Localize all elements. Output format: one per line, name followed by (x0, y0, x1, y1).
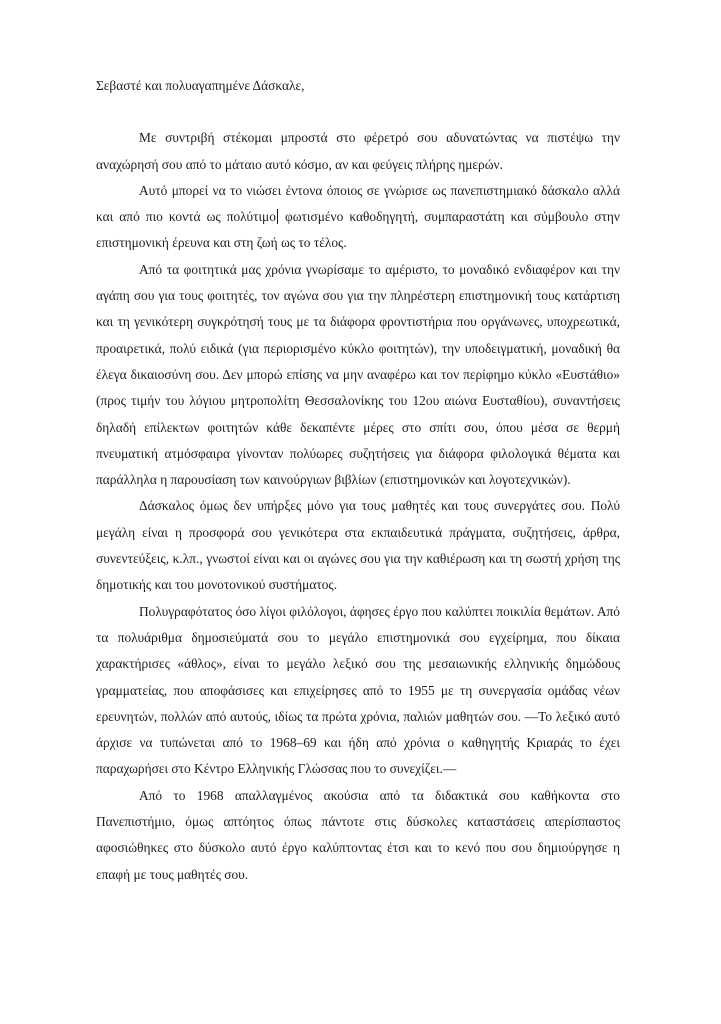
paragraph-2-text-end: φωτισμένο καθοδηγητή, συμπαραστάτη και σύμβουλο στην επιστημονική έρευνα και στη ζωή ως το τέλος. (96, 209, 620, 251)
paragraph-2 (96, 178, 620, 257)
letter-body (96, 73, 620, 888)
text-cursor-icon (277, 209, 278, 224)
salutation: Σεβαστέ και πολυαγαπημένε Δάσκαλε, (96, 78, 305, 93)
paragraph-1: Με συντριβή στέκομαι μπροστά στο φέρετρό σου αδυνατώντας να πιστέψω την αναχώρησή σου από το μάταιο αυτό κόσμο, αν και φεύγεις πλήρης ημερών. (96, 130, 620, 172)
paragraph-4: Δάσκαλος όμως δεν υπήρξες μόνο για τους μαθητές και τους συνεργάτες σου. Πολύ μεγάλη είναι η προσφορά σου γενικότερα στα εκπαιδευτικά πράγματα, συζητήσεις, άρθρα, συνεντεύξεις, κ.λπ., γνωστοί είναι και οι αγώνες σου για την καθιέρωση και τη σωστή χρήση της δημοτικής και του μονοτονικού συστήματος. (96, 498, 620, 593)
paragraph-6: Από το 1968 απαλλαγμένος ακούσια από τα διδακτικά σου καθήκοντα στο Πανεπιστήμιο, όμως απτόητος όπως πάντοτε στις δύσκολες καταστάσεις απερίσπαστος αφοσιώθηκες στο δύσκολο αυτό έργο καλύπτοντας έτσι και το κενό που σου δημιούργησε η επαφή με τους μαθητές σου. (96, 787, 620, 882)
paragraph-3: Από τα φοιτητικά μας χρόνια γνωρίσαμε το αμέριστο, το μοναδικό ενδιαφέρον και την αγάπη σου για τους φοιτητές, τον αγώνα σου για την πληρέστερη επιστημονική τους κατάρτιση και τη γενικότερη συγκρότησή τους με τα διάφορα φροντιστήρια που οργάνωνες, υποχρεωτικά, προαιρετικά, πολύ ειδικά (για περιορισμένο κύκλο φοιτητών), την υποδειγματική, μοναδική θα έλεγα δικαιοσύνη σου. Δεν μπορώ επίσης να μην αναφέρω και τον περίφημο κύκλο «Ευστάθιο» (προς τιμήν του λόγιου μητροπολίτη Θεσσαλονίκης του 12ου αιώνα Ευσταθίου), συναντήσεις δηλαδή επίλεκτων φοιτητών κάθε δεκαπέντε μέρες στο σπίτι σου, όπου μέσα σε θερμή πνευματική ατμόσφαιρα γίνονταν πολύωρες συζητήσεις για διάφορα φιλολογικά θέματα και παράλληλα η παρουσίαση των καινούργιων βιβλίων (επιστημονικών και λογοτεχνικών). (96, 261, 620, 488)
paragraph-2-text-start: Αυτό μπορεί να το νιώσει έντονα όποιος σε γνώρισε ως πανεπιστημιακό δάσκαλο αλλά και από πιο κοντά ως πολύτιμο (96, 182, 620, 225)
paragraph-5: Πολυγραφότατος όσο λίγοι φιλόλογοι, άφησες έργο που καλύπτει ποικιλία θεμάτων. Από τα πολυάριθμα δημοσιεύματά σου το μεγάλο επιστημονικά σου εγχείρημα, που δίκαια χαρακτήρισες «άθλος», είναι το μεγάλο λεξικό σου της μεσαιωνικής ελληνικής δημώδους γραμματείας, που αποφάσισες και επιχείρησες από το 1955 με τη συνεργασία ομάδας νέων ερευνητών, πολλών από αυτούς, ιδίως τα πρώτα χρόνια, παλιών μαθητών σου. —Το λεξικό αυτό άρχισε να τυπώνεται από το 1968–69 και ήδη από χρόνια ο καθηγητής Κριαράς το έχει παραχωρήσει στο Κέντρο Ελληνικής Γλώσσας που το συνεχίζει.— (96, 603, 620, 777)
